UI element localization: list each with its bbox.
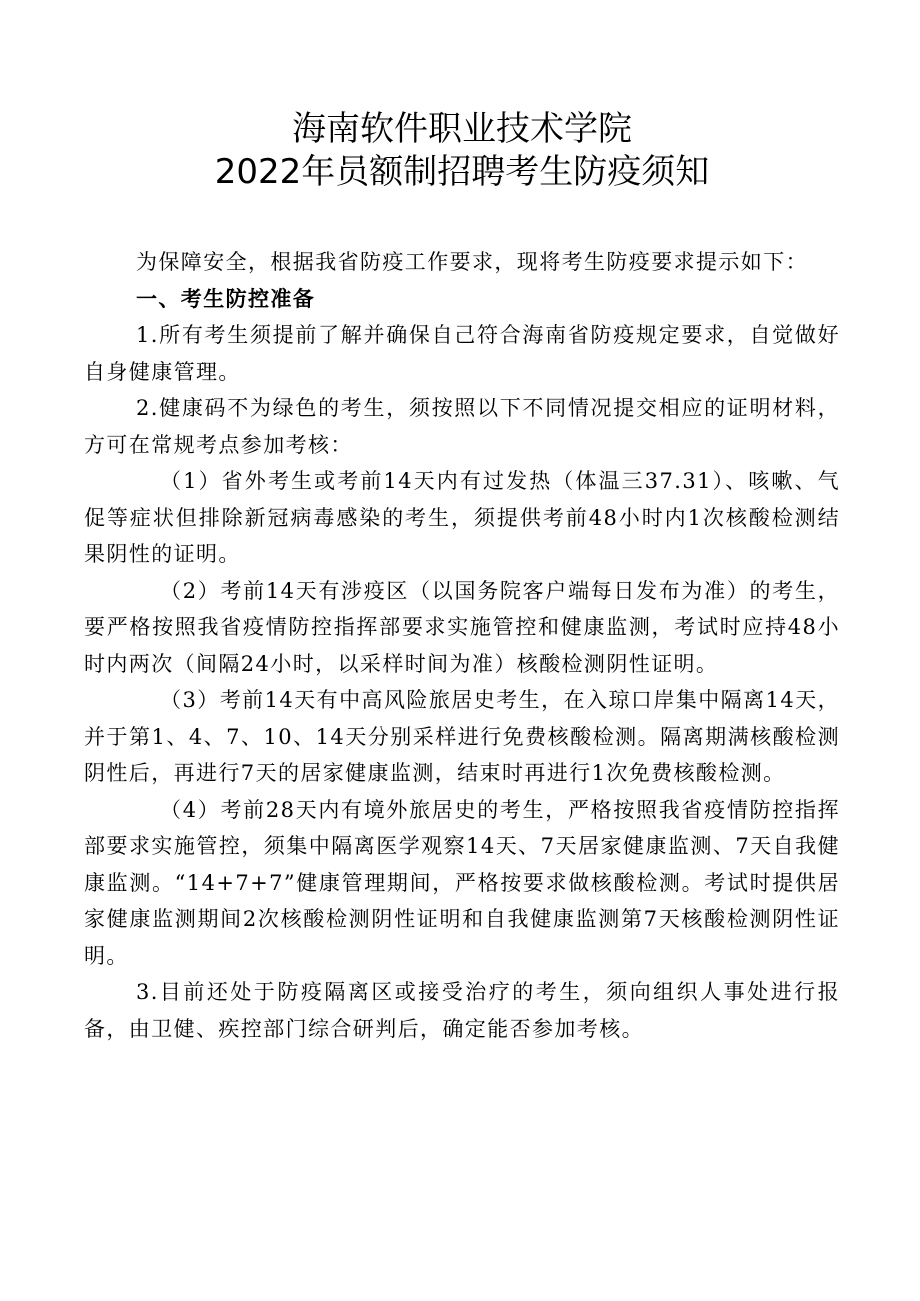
intro-paragraph: 为保障安全，根据我省防疫工作要求，现将考生防疫要求提示如下： [136, 250, 808, 274]
item-1-paragraph: 1.所有考生须提前了解并确保自己符合海南省防疫规定要求，自觉做好自身健康管理。 [84, 323, 840, 384]
sub-item-1-paragraph: （1）省外考生或考前14天内有过发热（体温三37.31）、咳嗽、气促等症状但排除新冠病毒感染的考生，须提供考前48小时内1次核酸检测结果阴性的证明。 [84, 469, 840, 566]
sub-item-3-paragraph: （3）考前14天有中高风险旅居史考生，在入琼口岸集中隔离14天，并于第1、4、7、10、14天分别采样进行免费核酸检测。隔离期满核酸检测阴性后，再进行7天的居家健康监测，结束时再进行1次免费核酸检测。 [84, 688, 840, 785]
item-3-paragraph: 3.目前还处于防疫隔离区或接受治疗的考生，须向组织人事处进行报备，由卫健、疾控部门综合研判后，确定能否参加考核。 [84, 980, 840, 1041]
sub-item-4-paragraph: （4）考前28天内有境外旅居史的考生，严格按照我省疫情防控指挥部要求实施管控，须集中隔离医学观察14天、7天居家健康监测、7天自我健康监测。“14+7+7”健康管理期间，严格按要求做核酸检测。考试时提供居家健康监测期间2次核酸检测阴性证明和自我健康监测第7天核酸检测阴性证明。 [84, 797, 840, 968]
item-2-paragraph: 2.健康码不为绿色的考生，须按照以下不同情况提交相应的证明材料，方可在常规考点参加考核： [84, 396, 840, 457]
document-title [84, 108, 840, 194]
sub-item-2-paragraph: （2）考前14天有涉疫区（以国务院客户端每日发布为准）的考生，要严格按照我省疫情防控指挥部要求实施管控和健康监测，考试时应持48小时内两次（间隔24小时，以采样时间为准）核酸检测阴性证明。 [84, 578, 840, 676]
section-heading: 一、考生防控准备 [136, 286, 316, 311]
title-line-1: 海南软件职业技术学院 [292, 109, 632, 149]
title-line-2: 2022年员额制招聘考生防疫须知 [214, 152, 710, 192]
